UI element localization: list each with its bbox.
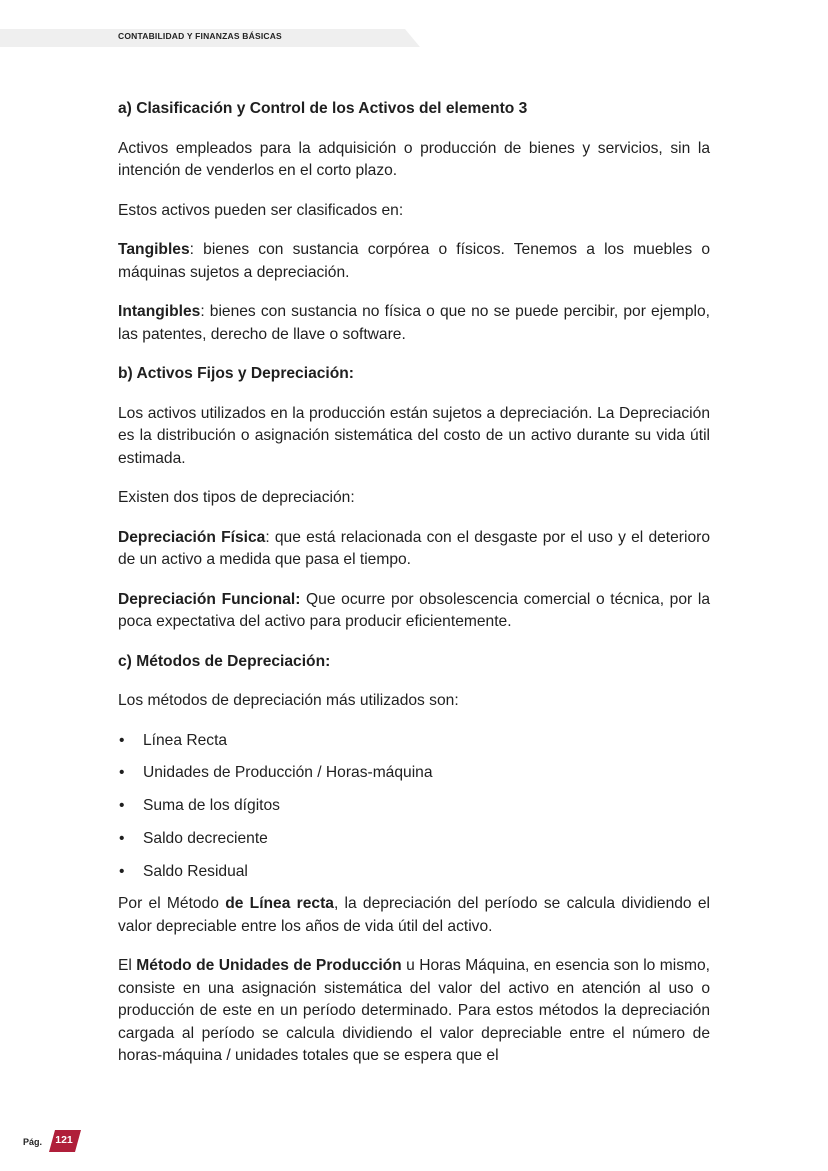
- bullet-icon: •: [119, 731, 125, 749]
- section-c-heading: c) Métodos de Depreciación:: [118, 652, 331, 670]
- section-a-intro: Activos empleados para la adquisición o producción de bienes y servicios, sin la intención de venderlos en el corto plazo.: [118, 139, 710, 179]
- fisica-term: Depreciación Física: [118, 528, 266, 546]
- unidades-term: Método de Unidades de Producción: [136, 957, 402, 975]
- list-item: [118, 861, 710, 884]
- methods-list: [118, 730, 710, 884]
- linea-post: , la depreciación del período se calcula dividiendo el valor depreciable entre los años de vida útil del activo.: [118, 895, 710, 935]
- section-b-lead: Existen dos tipos de depreciación:: [118, 489, 355, 506]
- running-header-title: CONTABILIDAD Y FINANZAS BÁSICAS: [118, 31, 282, 41]
- method-label: Línea Recta: [143, 731, 228, 749]
- intangibles-term: Intangibles: [118, 303, 201, 320]
- intangibles-paragraph: [118, 301, 710, 346]
- unidades-paragraph: [118, 955, 710, 1068]
- section-b-heading: b) Activos Fijos y Depreciación:: [118, 365, 354, 382]
- list-item: [118, 795, 710, 818]
- bullet-icon: •: [119, 829, 125, 847]
- funcional-term: Depreciación Funcional:: [118, 590, 301, 608]
- page-label: Pág.: [23, 1137, 43, 1147]
- section-c-lead: Los métodos de depreciación más utilizados son:: [118, 692, 459, 709]
- funcional-paragraph: [118, 589, 710, 634]
- tangibles-text: : bienes con sustancia corpórea o físicos. Tenemos a los muebles o máquinas sujetos a depreciación.: [118, 241, 710, 281]
- linea-term: de Línea recta: [225, 895, 334, 913]
- linea-pre: Por el Método: [118, 895, 226, 913]
- intangibles-text: : bienes con sustancia no física o que no se puede percibir, por ejemplo, las patentes, derecho de llave o software.: [118, 303, 710, 343]
- linea-recta-paragraph: [118, 893, 710, 938]
- bullet-icon: •: [119, 797, 125, 815]
- bullet-icon: •: [119, 764, 125, 782]
- section-a-heading: a) Clasificación y Control de los Activos del elemento 3: [118, 100, 528, 117]
- list-item: [118, 762, 710, 785]
- fisica-paragraph: [118, 527, 710, 572]
- unidades-pre: El: [118, 957, 137, 975]
- fisica-text: : que está relacionada con el desgaste por el uso y el deterioro de un activo a medida que pasa el tiempo.: [118, 528, 710, 568]
- list-item: [118, 828, 710, 851]
- method-label: Suma de los dígitos: [143, 797, 280, 815]
- page-content: [118, 98, 710, 1068]
- list-item: [118, 730, 710, 753]
- tangibles-paragraph: [118, 239, 710, 284]
- method-label: Unidades de Producción / Horas-máquina: [143, 764, 433, 782]
- page-number: 121: [55, 1134, 73, 1146]
- section-a-lead: Estos activos pueden ser clasificados en:: [118, 201, 404, 219]
- funcional-text: Que ocurre por obsolescencia comercial o técnica, por la poca expectativa del activo para producir eficientemente.: [118, 590, 710, 630]
- tangibles-term: Tangibles: [118, 241, 190, 258]
- unidades-post: u Horas Máquina, en esencia son lo mismo, consiste en una asignación sistemática del valor del activo en atención al uso o producción de este en un período determinado. Para estos métodos la depreciación cargada al período se calcula dividiendo el valor depreciable entre el número de horas-máquina / unidades totales que se espera que el: [118, 957, 710, 1065]
- bullet-icon: •: [119, 862, 125, 880]
- section-b-intro: Los activos utilizados en la producción están sujetos a depreciación. La Depreciación es la distribución o asignación sistemática del costo de un activo durante su vida útil estimada.: [118, 404, 710, 467]
- method-label: Saldo decreciente: [143, 829, 268, 847]
- method-label: Saldo Residual: [143, 862, 248, 880]
